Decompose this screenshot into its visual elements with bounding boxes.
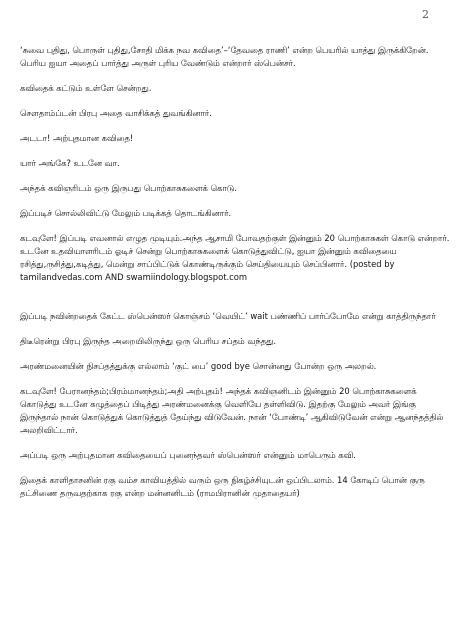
paragraph-loud-noise: திடீரென்று பிரபு இருந்த அறையிலிருந்து ஒரு பெரிய சப்தம் வந்தது. (20, 336, 277, 346)
paragraph-bliss: கடவுளே! பேரானந்தம்;பிரம்மானந்தம்;அதி அற்புதம்! அந்தக் கவிஞனிடம் இன்னும் 20 பொற்காசுகளைக் கொடுத்து உடனே கழுத்தைப் பிடித்து அரண்மனைக்கு வெளியே தள்ளிவிடு. இதற்கு மேலும் அவர் இங்கு இருந்தால் நான் கொடுத்துக் கொடுத்துத் தேய்ந்து விடுவேன். நான் ‘போண்டி’ ஆகிவிடுவேன் என்று ஆனந்தத்தில் அலறிவிட்டார். (20, 386, 444, 435)
paragraph-scream: அரண்மனையின் நிசப்தத்துக்கு எல்லாம் ‘குட் பை’ good bye சொன்னது போன்ற ஒரு அலறல். (20, 361, 377, 371)
paragraph-spenser-waits: இப்படி நவின்றதைக் கேட்ட ஸ்பென்ஸர் கொஞ்சம் ‘வெயிட்’ wait பண்ணிப் பார்ப்போமே என்று காத்திருந்தார் (20, 311, 436, 321)
paragraph-wonderful-poem: அடடா! அற்புதமான கவிதை! (20, 133, 134, 143)
document-body (20, 44, 450, 512)
paragraph-who-is-there: யார் அங்கே? உடனே வா. (20, 158, 120, 168)
paragraph-poem-intro: ‘சுவை புதிது, பொருள் புதிது,சோதி மிக்க நவ கவிதை’–‘தேவதை ராணி’ என்ற பெயரில் யாத்து இருக்கிறேன். பெரிய ஐயா அதைப் பார்த்து அருள் புரிய வேண்டும் என்றார் ஸ்பென்சர். (20, 45, 429, 68)
paragraph-lord-reads: சௌதாம்ப்டன் பிரபு அதை வாசிக்கத் துவங்கினார். (20, 108, 212, 118)
paragraph-kalidasa-comparison: இதைக் காளிதாசனின் ரகு வம்ச காவியத்தில் வரும் ஒரு நிகழ்ச்சியுடன் ஒப்பிடலாம். 14 கோடிப் பொன் குரு தட்சிணை தருவதற்காக ரகு என்ற மன்னனிடம் (ராமபிரானின் முதாதையர்) (20, 475, 425, 498)
paragraph-great-poet: அப்படி ஒரு அற்புதமான கவிதையைப் புனைந்தவர் ஸ்பென்ஸர் என்னும் மாபெரும் கவி. (20, 450, 356, 460)
paragraph-continues-reading: இப்படிச் சொல்லிவிட்டு மேலும் படிக்கத் தொடங்கினார். (20, 208, 232, 218)
page-number: 2 (422, 8, 429, 21)
paragraph-twenty-more-coins: கடவுளே! இப்படி எவனால் எழுத முடியும்.அந்த ஆசாமி போவதற்குள் இன்னும் 20 பொற்காசுகள் கொடு என்றார். உடனே உதவியாளரிடம் ஓடிச் சென்று பொற்காசுகளைக் கொடுத்துவிட்டு, ஐயா இன்னும் கவிதையை ரசித்து,ருசித்து,கடித்து, மென்று சாப்பிட்டுக் கொண்டிருக்கும் செய்தியையும் செப்பினார். (posted by tamilandvedas.com AND swamiindology.blogspot.com (20, 233, 450, 282)
paragraph-give-twenty-coins: அந்தக் கவிஞரிடம் ஒரு இருபது பொற்காசுகளைக் கொடு. (20, 183, 237, 193)
paragraph-bundle-goes-in: கவிதைக் கட்டும் உள்ளே சென்றது. (20, 83, 152, 93)
